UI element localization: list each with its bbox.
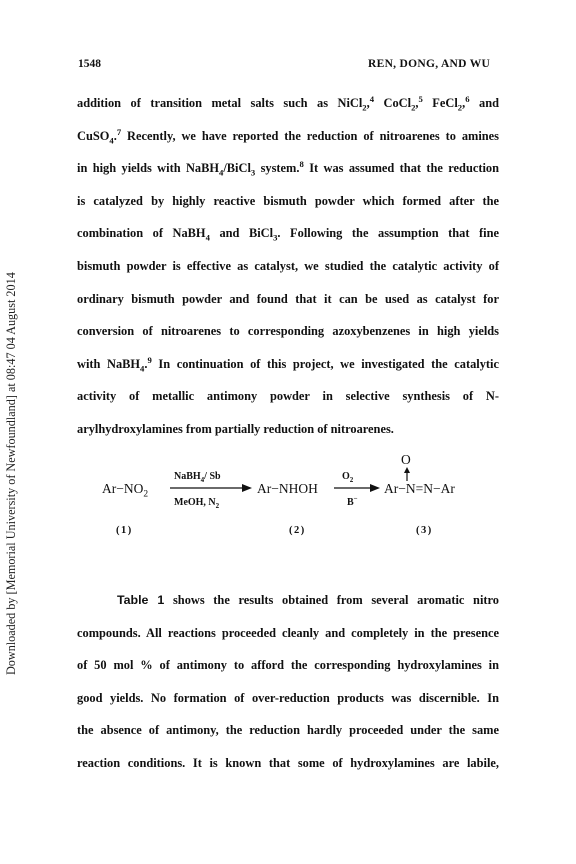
reaction-scheme xyxy=(96,452,496,552)
text-line: the absence of antimony, the reduction hardly proceeded under the same xyxy=(77,723,499,738)
reagent-bottom-label: MeOH, $N_2$ xyxy=(174,497,220,510)
text-line: Table 1 shows the results obtained from several aromatic nitro xyxy=(117,593,499,607)
intermediate-formula: Ar−NHOH xyxy=(257,481,318,496)
reactant-formula: $Ar-NO_2$ xyxy=(102,481,149,500)
reagent2-top-label: $O_2$ xyxy=(342,471,354,484)
text-line: combination of NaBH$_4$ and BiCl$_3$. Following the assumption that fine xyxy=(77,226,499,243)
reaction-arrow-2 xyxy=(334,483,380,493)
page-number: 1548 xyxy=(78,58,101,70)
text-line: with NaBH$_4$.$^9$ In continuation of this project, we investigated the catalytic xyxy=(77,354,499,374)
table-reference: Table 1 xyxy=(117,593,165,607)
text-line: ordinary bismuth powder and found that it can be used as catalyst for xyxy=(77,291,499,306)
text-line: activity of metallic antimony powder in selective synthesis of N- xyxy=(77,389,499,404)
reaction-arrow-1 xyxy=(170,483,252,493)
paragraph-intro xyxy=(77,94,499,453)
text-line: addition of transition metal salts such as NiCl$_2$,$^4$ CoCl$_2$,$^5$ FeCl$_2$,$^6$ and xyxy=(77,93,500,113)
product-formula: Ar−N=N−Ar xyxy=(384,481,455,496)
text-line: in high yields with NaBH$_4$/BiCl$_3$ system.$^8$ It was assumed that the reduction xyxy=(77,159,499,178)
running-head: REN, DONG, AND WU xyxy=(368,58,491,70)
n-oxide-bond-arrow xyxy=(402,467,412,481)
text-line: bismuth powder is effective as catalyst, we studied the catalytic activity of xyxy=(77,258,499,273)
text-line: compounds. All reactions proceeded cleanly and completely in the presence xyxy=(77,625,499,640)
text-line: arylhydroxylamines from partially reduction of nitroarenes. xyxy=(77,421,394,436)
reagent2-bottom-label: B− xyxy=(347,494,358,508)
text-line: reaction conditions. It is known that some of hydroxylamines are labile, xyxy=(77,755,499,770)
text-line: is catalyzed by highly reactive bismuth powder which formed after the xyxy=(77,193,499,208)
text-line: CuSO$_4$.$^7$ Recently, we have reported the reduction of nitroarenes to amines xyxy=(77,126,499,146)
download-watermark: Downloaded by [Memorial University of Newfoundland] at 08:47 04 August 2014 xyxy=(4,272,18,675)
compound-label-3: (3) xyxy=(416,525,433,536)
reagent-top-label: NaBH$_4$/ Sb xyxy=(174,471,221,484)
text-line: good yields. No formation of over-reduction products was discernible. In xyxy=(77,690,499,705)
paragraph-results xyxy=(77,591,499,787)
compound-label-1: (1) xyxy=(116,525,133,536)
text-line: of 50 mol % of antimony to afford the corresponding hydroxylamines in xyxy=(77,658,499,673)
compound-label-2: (2) xyxy=(289,525,306,536)
text-line: conversion of nitroarenes to corresponding azoxybenzenes in high yields xyxy=(77,324,499,339)
oxide-oxygen: O xyxy=(401,452,411,467)
